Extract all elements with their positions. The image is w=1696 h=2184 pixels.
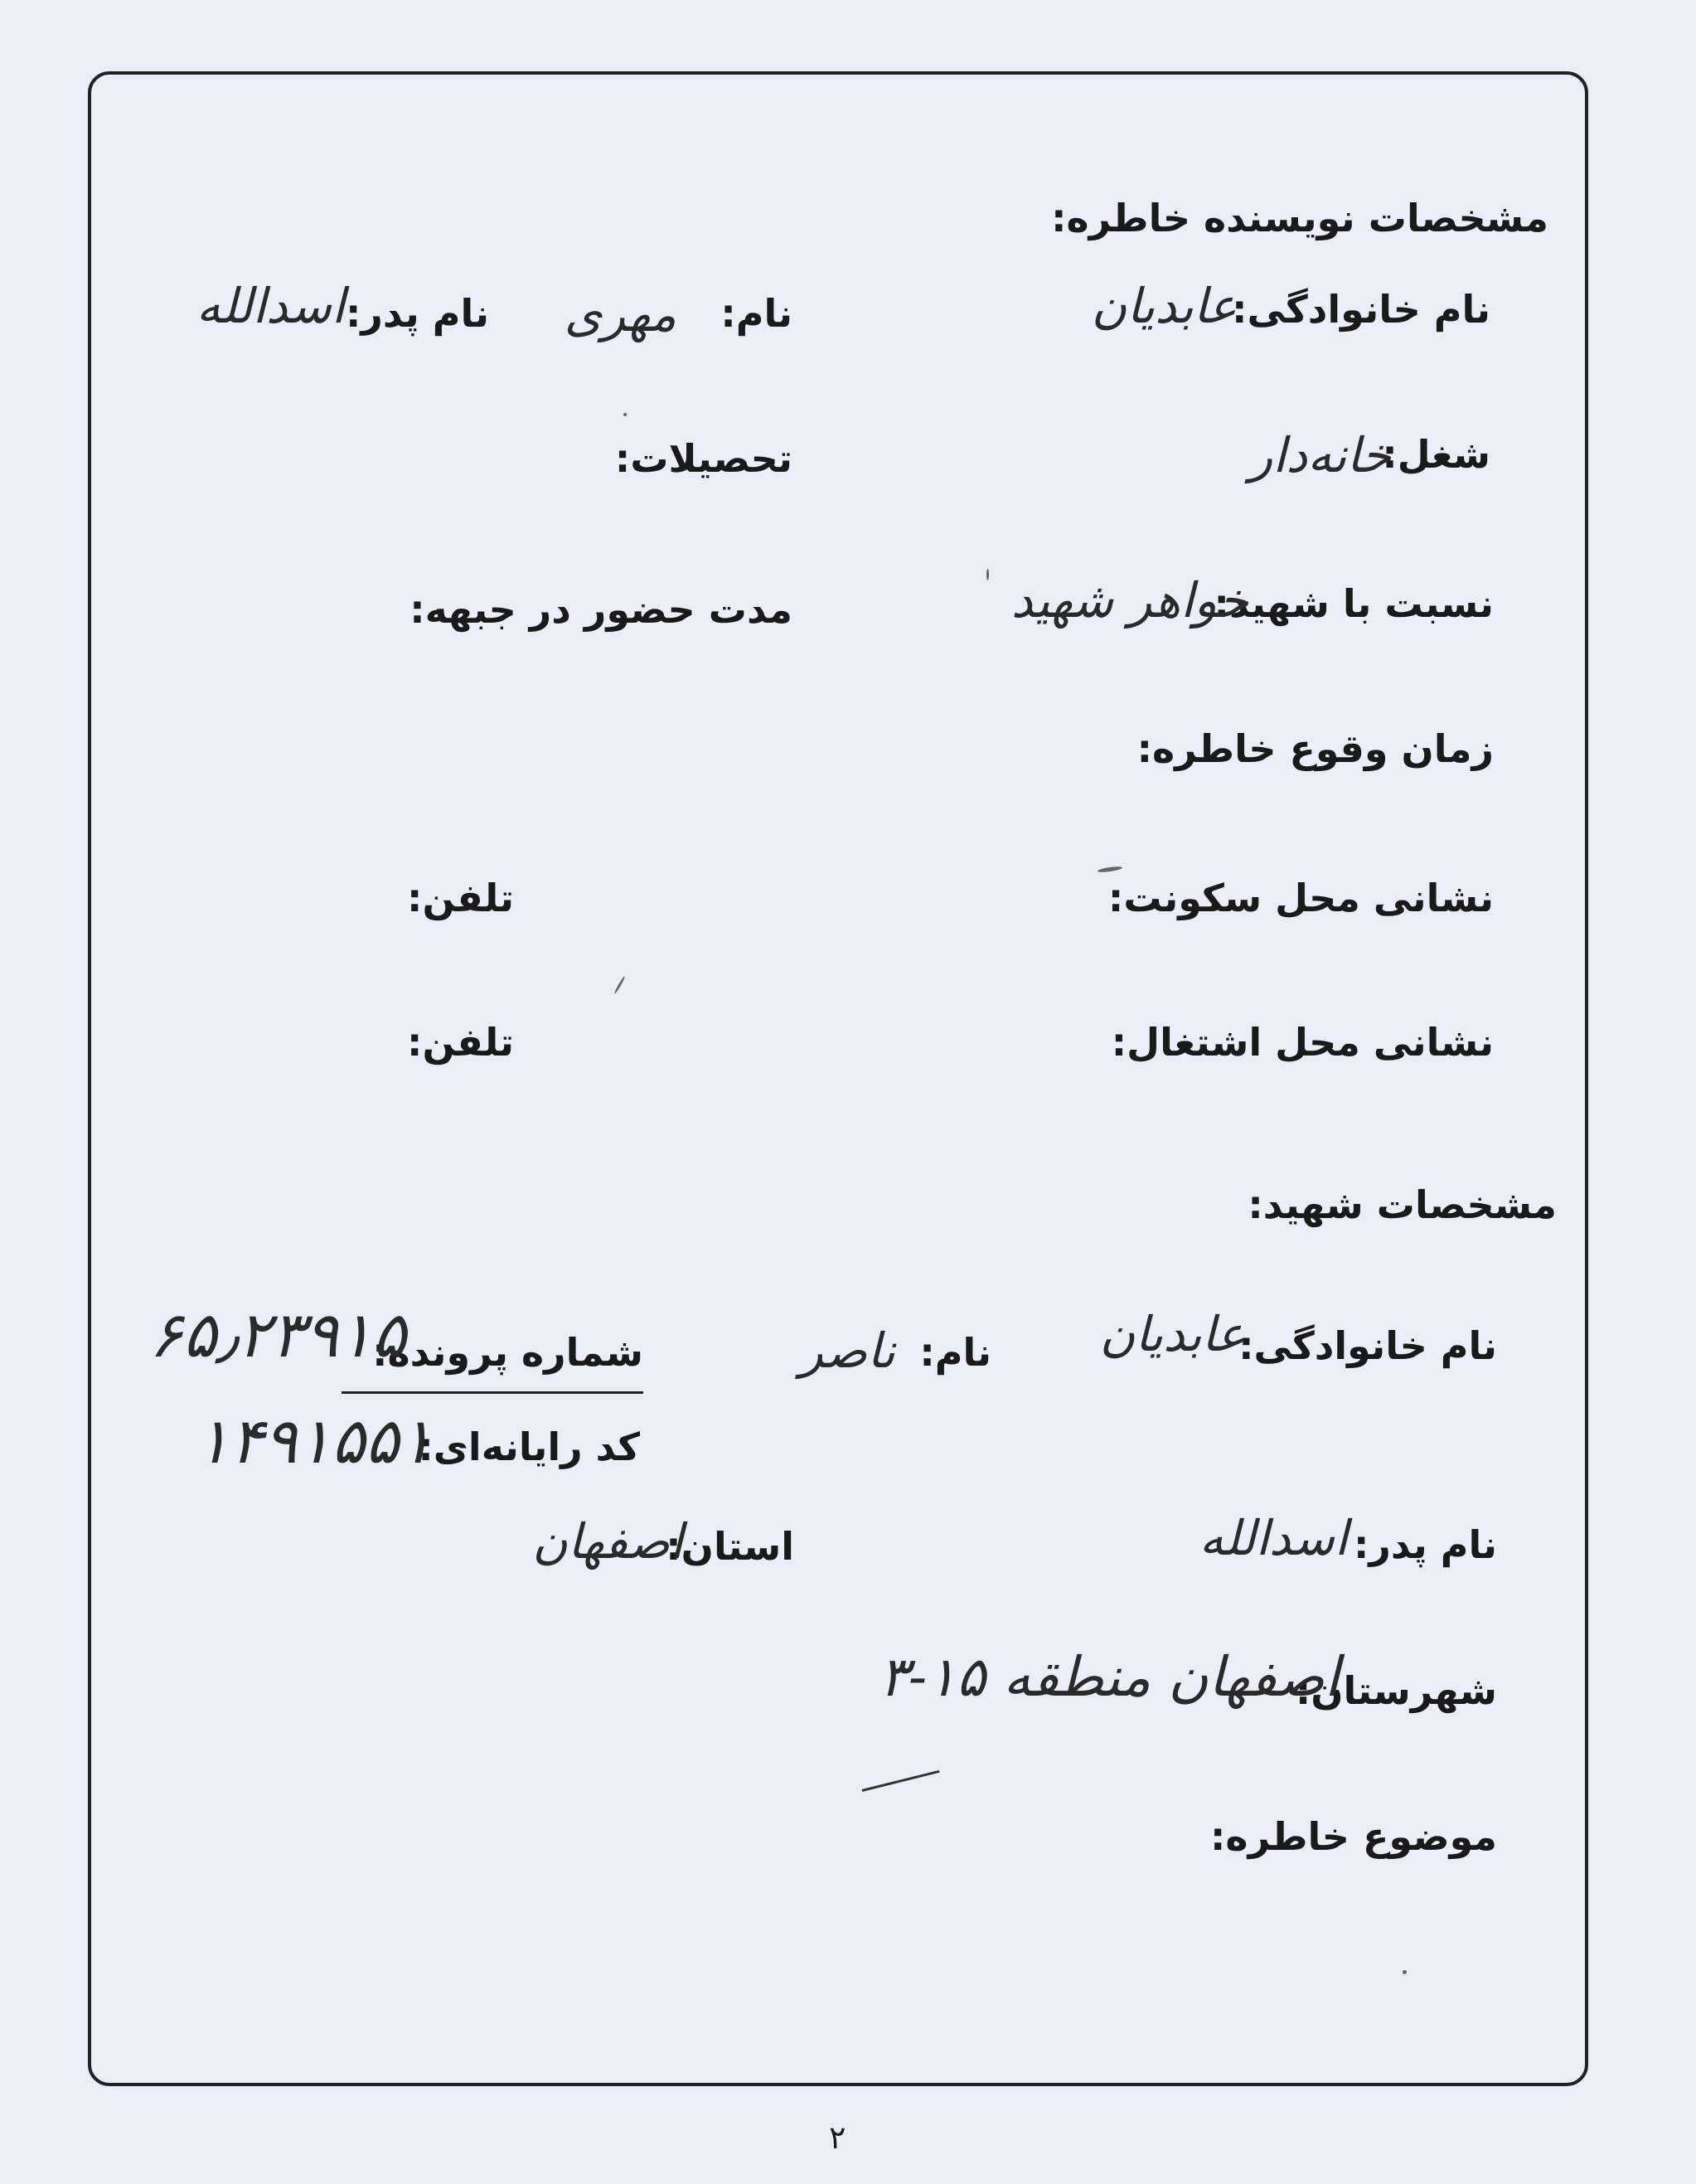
martyr-name-value: ناصر xyxy=(799,1323,895,1379)
martyr-father-value: اسدالله xyxy=(1199,1510,1348,1566)
writer-heading: مشخصات نویسنده خاطره: xyxy=(1051,196,1548,240)
writer-relation-value: خواهر شهید xyxy=(1010,572,1248,629)
martyr-city-value: اصفهان منطقه ۱۵-۳ xyxy=(879,1645,1340,1709)
martyr-memory-subject-label: موضوع خاطره: xyxy=(1210,1814,1497,1859)
martyr-father-label: نام پدر: xyxy=(1354,1522,1497,1567)
martyr-file-number-value: ۶۵٫۲۳۹۱۵ xyxy=(148,1298,406,1371)
martyr-computer-code-label: کد رایانه‌ای: xyxy=(418,1424,640,1469)
martyr-province-value: اصفهان xyxy=(532,1513,683,1570)
writer-family-name-value: عابدیان xyxy=(1091,278,1237,334)
martyr-heading: مشخصات شهید: xyxy=(1248,1182,1557,1227)
martyr-family-name-value: عابدیان xyxy=(1099,1306,1245,1362)
scan-mark xyxy=(986,569,989,580)
writer-father-label: نام پدر: xyxy=(346,291,489,336)
form-border xyxy=(88,71,1588,2086)
writer-job-value: خانه‌دار xyxy=(1249,427,1391,483)
writer-name-value: مهری xyxy=(564,286,676,342)
writer-father-value: اسدالله xyxy=(196,278,345,334)
page-number: ۲ xyxy=(829,2119,846,2156)
file-number-underline xyxy=(342,1391,643,1394)
writer-front-duration-label: مدت حضور در جبهه: xyxy=(409,587,792,632)
writer-education-label: تحصیلات: xyxy=(614,436,792,481)
writer-home-address-label: نشانی محل سکونت: xyxy=(1107,876,1494,920)
writer-work-phone-label: تلفن: xyxy=(407,1020,514,1065)
writer-work-address-label: نشانی محل اشتغال: xyxy=(1111,1020,1494,1065)
writer-family-name-label: نام خانوادگی: xyxy=(1232,287,1490,332)
martyr-computer-code-value: ۱۴۹۱۵۵۱ xyxy=(196,1404,433,1478)
writer-memory-time-label: زمان وقوع خاطره: xyxy=(1136,726,1494,771)
writer-relation-label: نسبت با شهید: xyxy=(1214,581,1494,626)
writer-job-label: شغل: xyxy=(1382,432,1490,477)
scan-mark xyxy=(1403,1970,1407,1974)
martyr-name-label: نام: xyxy=(919,1330,991,1375)
writer-name-label: نام: xyxy=(720,291,792,336)
martyr-province-label: استان: xyxy=(666,1524,794,1569)
scan-mark xyxy=(623,413,627,416)
writer-home-phone-label: تلفن: xyxy=(407,876,514,920)
martyr-city-label: شهرستان: xyxy=(1295,1668,1497,1713)
martyr-file-number-label: شماره پرونده: xyxy=(372,1330,643,1375)
martyr-family-name-label: نام خانوادگی: xyxy=(1238,1323,1497,1368)
